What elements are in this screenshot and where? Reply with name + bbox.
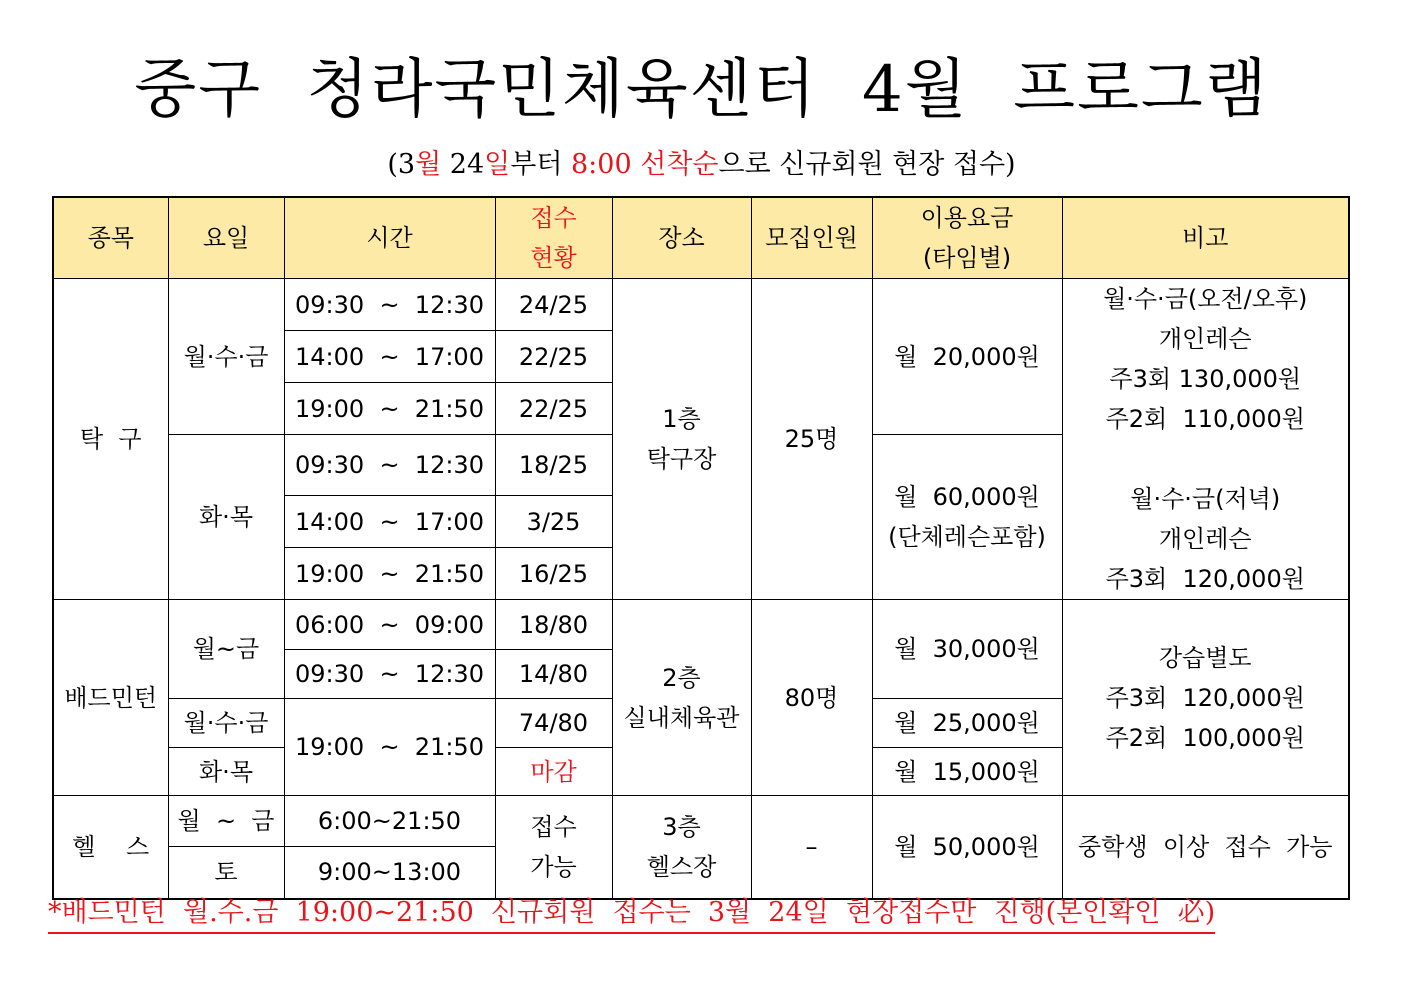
subtitle-rest: 으로 신규회원 현장 접수): [718, 149, 1016, 180]
table-tennis-status: 22/25: [495, 383, 612, 435]
fitness-days: 토: [168, 847, 284, 899]
table-row: [53, 600, 1349, 650]
fitness-fee: 월 50,000원: [872, 796, 1062, 899]
header-fee: 이용요금 (타임별): [872, 197, 1062, 279]
badminton-fee-weekday: 월 30,000원: [872, 600, 1062, 699]
fitness-capacity: –: [751, 796, 872, 899]
table-tennis-status: 22/25: [495, 331, 612, 383]
badminton-days-tt: 화·목: [168, 748, 284, 796]
table-tennis-status: 18/25: [495, 435, 612, 496]
badminton-time: 06:00 ~ 09:00: [284, 600, 495, 650]
header-days: 요일: [168, 197, 284, 279]
subtitle-from: 부터: [510, 149, 571, 180]
badminton-capacity: 80명: [751, 600, 872, 796]
fitness-place: 3층 헬스장: [612, 796, 751, 899]
fitness-time: 9:00~13:00: [284, 847, 495, 899]
table-tennis-time: 14:00 ~ 17:00: [284, 496, 495, 548]
subtitle-space: [632, 149, 641, 180]
badminton-status-closed: 마감: [495, 748, 612, 796]
table-row: [53, 796, 1349, 847]
fitness-status: 접수 가능: [495, 796, 612, 899]
table-tennis-fee-mwf: 월 20,000원: [872, 279, 1062, 435]
table-tennis-time: 19:00 ~ 21:50: [284, 383, 495, 435]
badminton-evening-time: 19:00 ~ 21:50: [284, 699, 495, 796]
fitness-days: 월 ~ 금: [168, 796, 284, 847]
table-tennis-days-tt: 화·목: [168, 435, 284, 600]
table-tennis-time: 19:00 ~ 21:50: [284, 548, 495, 600]
fitness-sport: 헬 스: [53, 796, 168, 899]
header-place: 장소: [612, 197, 751, 279]
table-tennis-status: 16/25: [495, 548, 612, 600]
header-status: 접수 현황: [495, 197, 612, 279]
badminton-days-mwf: 월·수·금: [168, 699, 284, 748]
table-tennis-time: 14:00 ~ 17:00: [284, 331, 495, 383]
header-capacity: 모집인원: [751, 197, 872, 279]
table-tennis-days-mwf: 월·수·금: [168, 279, 284, 435]
subtitle-date: 24: [441, 149, 485, 180]
table-tennis-time: 09:30 ~ 12:30: [284, 279, 495, 331]
header-note: 비고: [1062, 197, 1349, 279]
header-row: [53, 197, 1349, 279]
badminton-status: 18/80: [495, 600, 612, 650]
header-time: 시간: [284, 197, 495, 279]
table-tennis-capacity: 25명: [751, 279, 872, 600]
table-tennis-fee-tt: 월 60,000원 (단체레슨포함): [872, 435, 1062, 600]
badminton-status: 14/80: [495, 650, 612, 699]
badminton-place: 2층 실내체육관: [612, 600, 751, 796]
subtitle-time: 8:00: [571, 149, 632, 180]
table-tennis-time: 09:30 ~ 12:30: [284, 435, 495, 496]
subtitle-month: 월: [415, 149, 442, 180]
header-sport: 종목: [53, 197, 168, 279]
page-title: 중구 청라국민체육센터 4월 프로그램: [134, 53, 1269, 127]
subtitle-open: (3: [387, 149, 416, 180]
badminton-days-weekday: 월~금: [168, 600, 284, 699]
table-row: [53, 279, 1349, 331]
badminton-time: 09:30 ~ 12:30: [284, 650, 495, 699]
fitness-time: 6:00~21:50: [284, 796, 495, 847]
subtitle: [0, 142, 1403, 181]
program-table: [52, 196, 1350, 900]
badminton-note: 강습별도 주3회 120,000원 주2회 100,000원: [1062, 600, 1349, 796]
fitness-note: 중학생 이상 접수 가능: [1062, 796, 1349, 899]
table-tennis-sport: 탁 구: [53, 279, 168, 600]
table-tennis-status: 3/25: [495, 496, 612, 548]
badminton-fee-tt: 월 15,000원: [872, 748, 1062, 796]
table-tennis-status: 24/25: [495, 279, 612, 331]
table-tennis-place: 1층 탁구장: [612, 279, 751, 600]
badminton-fee-mwf: 월 25,000원: [872, 699, 1062, 748]
badminton-status-mwf: 74/80: [495, 699, 612, 748]
subtitle-first-come: 선착순: [640, 149, 719, 180]
table-tennis-note: 월·수·금(오전/오후) 개인레슨 주3회 130,000원 주2회 110,000원 월·수·금(저녁) 개인레슨 주3회 120,000원: [1062, 279, 1349, 600]
footnote: *배드민턴 월.수.금 19:00~21:50 신규회원 접수는 3월 24일 현장접수만 진행(본인확인 必): [48, 894, 1215, 934]
badminton-sport: 배드민턴: [53, 600, 168, 796]
subtitle-day: 일: [484, 149, 511, 180]
